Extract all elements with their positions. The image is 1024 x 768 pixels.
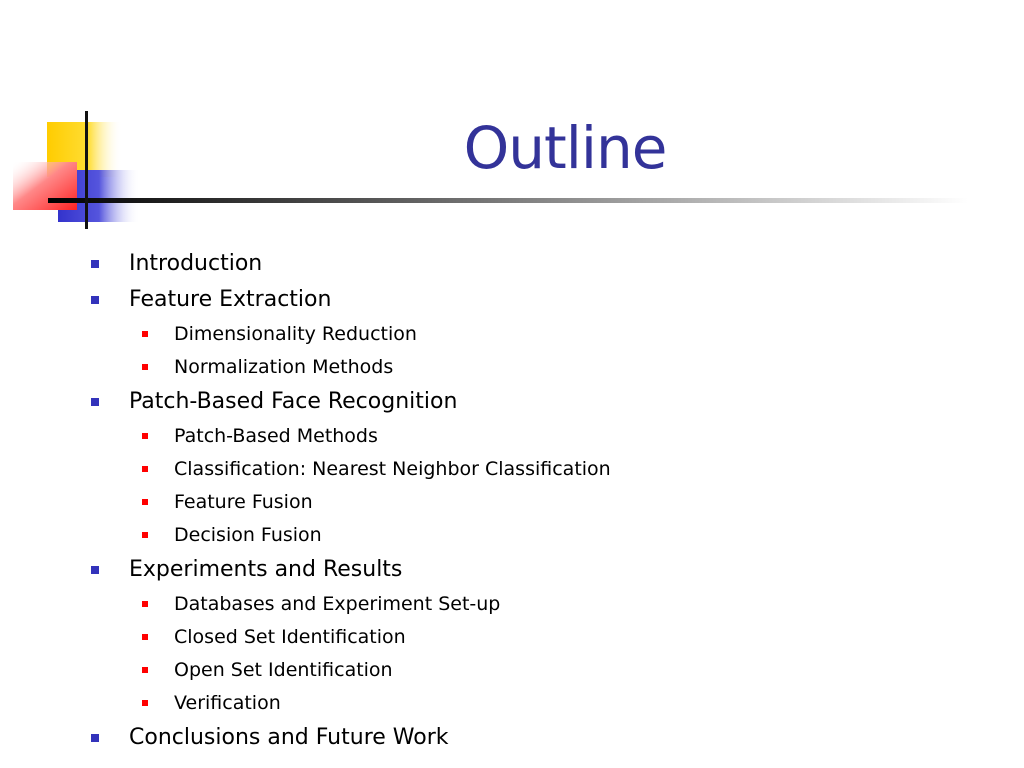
- list-item-text: Feature Extraction: [129, 287, 332, 312]
- list-item: [88, 720, 988, 756]
- square-bullet-icon: [142, 364, 148, 370]
- list-item: [88, 552, 988, 588]
- list-subitem-text: Classification: Nearest Neighbor Classification: [174, 458, 611, 480]
- vertical-line: [85, 111, 88, 229]
- list-subitem: [88, 519, 988, 552]
- list-subitem: [88, 420, 988, 453]
- square-bullet-icon: [91, 566, 99, 574]
- square-bullet-icon: [91, 296, 99, 304]
- square-bullet-icon: [91, 734, 99, 742]
- list-subitem-text: Databases and Experiment Set-up: [174, 593, 501, 615]
- list-subitem: [88, 486, 988, 519]
- square-bullet-icon: [142, 667, 148, 673]
- list-subitem-text: Open Set Identification: [174, 659, 393, 681]
- list-item: [88, 246, 988, 282]
- list-subitem: [88, 351, 988, 384]
- list-item-text: Patch-Based Face Recognition: [129, 389, 458, 414]
- list-subitem: [88, 654, 988, 687]
- list-subitem-text: Feature Fusion: [174, 491, 313, 513]
- list-item-text: Introduction: [129, 251, 263, 276]
- square-bullet-icon: [142, 433, 148, 439]
- list-item-text: Experiments and Results: [129, 557, 403, 582]
- square-bullet-icon: [142, 466, 148, 472]
- list-subitem-text: Decision Fusion: [174, 524, 322, 546]
- outline-list: [88, 246, 988, 756]
- square-bullet-icon: [142, 634, 148, 640]
- list-subitem: [88, 318, 988, 351]
- list-subitem: [88, 588, 988, 621]
- list-subitem: [88, 621, 988, 654]
- slide-title: Outline: [463, 114, 667, 182]
- list-subitem-text: Patch-Based Methods: [174, 425, 378, 447]
- list-subitem: [88, 687, 988, 720]
- square-bullet-icon: [142, 532, 148, 538]
- list-item-text: Conclusions and Future Work: [129, 725, 449, 750]
- square-bullet-icon: [142, 331, 148, 337]
- list-item: [88, 384, 988, 420]
- square-bullet-icon: [91, 260, 99, 268]
- list-subitem: [88, 453, 988, 486]
- list-subitem-text: Verification: [174, 692, 281, 714]
- title-underline: [48, 198, 968, 203]
- square-bullet-icon: [91, 398, 99, 406]
- list-item: [88, 282, 988, 318]
- list-subitem-text: Closed Set Identification: [174, 626, 406, 648]
- square-bullet-icon: [142, 700, 148, 706]
- list-subitem-text: Dimensionality Reduction: [174, 323, 417, 345]
- square-bullet-icon: [142, 601, 148, 607]
- list-subitem-text: Normalization Methods: [174, 356, 394, 378]
- square-bullet-icon: [142, 499, 148, 505]
